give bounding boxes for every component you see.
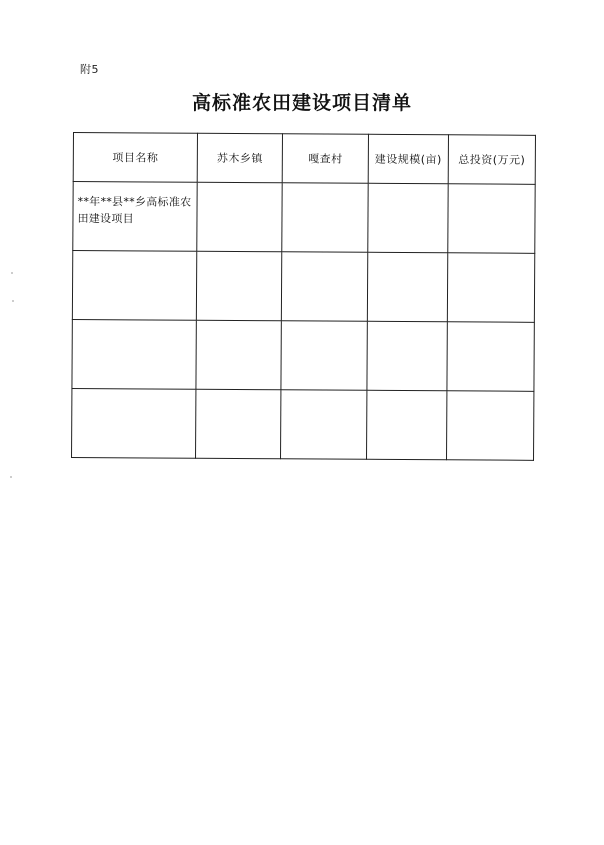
project-list-table [71,132,536,461]
cell-township [196,251,281,321]
header-project-name: 项目名称 [73,133,197,183]
cell-construction-scale [367,390,447,459]
cell-project-name [72,388,196,458]
header-township: 苏木乡镇 [197,133,282,183]
scan-speck [11,272,13,274]
cell-village [281,252,367,322]
cell-township [196,320,281,390]
cell-construction-scale [368,183,448,252]
cell-construction-scale [367,252,447,321]
cell-project-name [72,251,196,321]
cell-construction-scale [367,321,447,390]
cell-village [282,183,368,253]
table-row [72,388,534,460]
appendix-label: 附5 [80,63,99,76]
cell-total-investment [447,322,534,392]
cell-township [197,182,282,252]
header-total-investment: 总投资(万元) [448,135,535,185]
table-row [72,319,534,391]
cell-total-investment [447,253,534,323]
document-title: 高标准农田建设项目清单 [191,92,412,114]
cell-project-name: **年**县**乡高标准农田建设项目 [73,182,197,252]
cell-village [281,390,367,460]
table-row [73,182,535,254]
cell-total-investment [448,184,535,254]
cell-total-investment [447,391,534,461]
header-village: 嘎查村 [282,134,368,184]
cell-township [196,389,281,459]
header-construction-scale: 建设规模(亩) [368,134,448,183]
scan-speck [12,300,14,302]
cell-village [281,321,367,391]
cell-project-name [72,319,196,389]
scan-speck [10,476,12,478]
table-row [72,251,534,323]
table-header-row [73,133,535,185]
